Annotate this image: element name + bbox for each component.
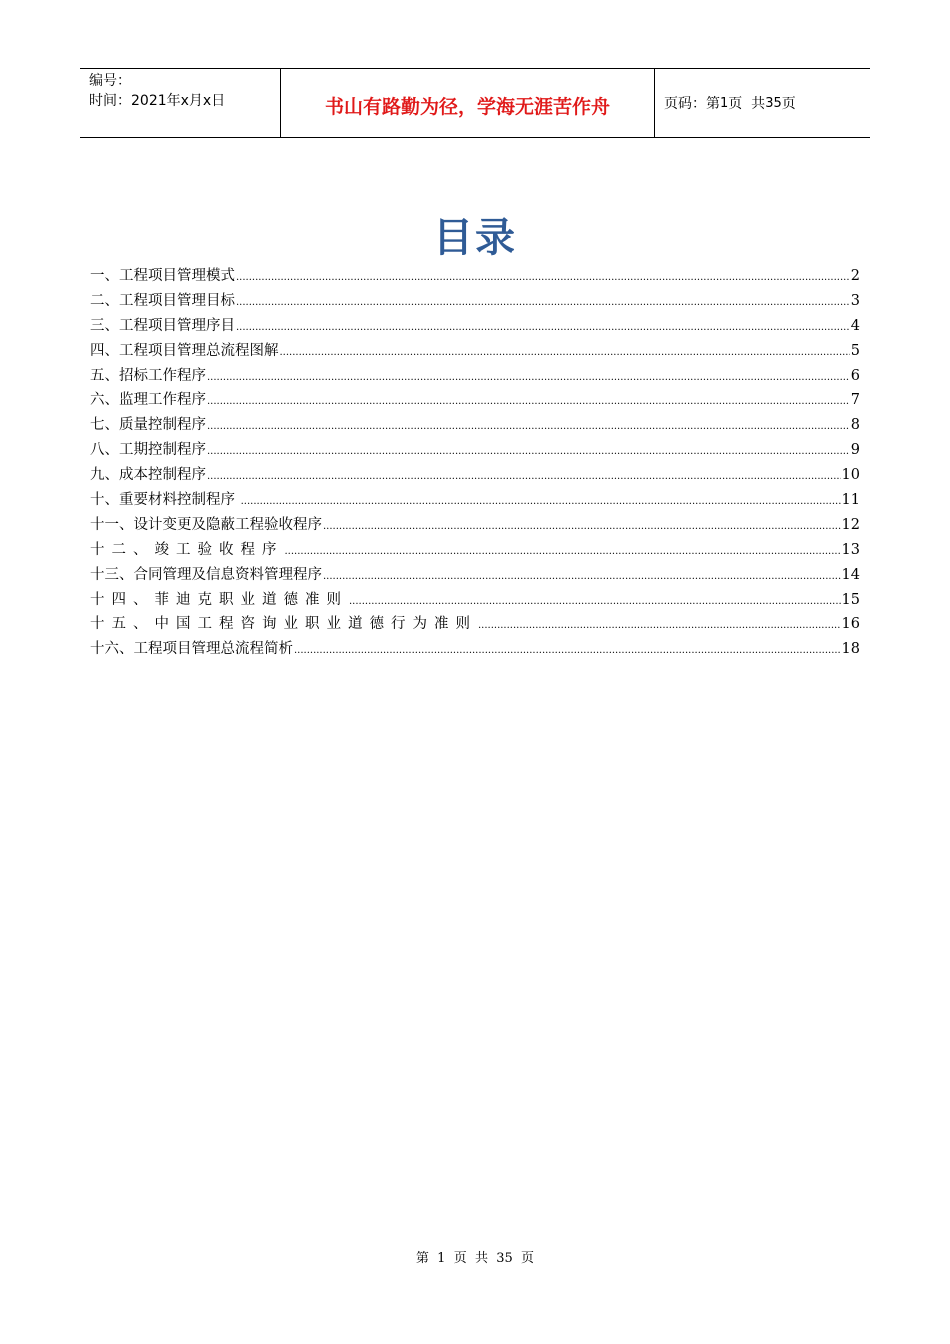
toc-entry[interactable] [90,637,860,662]
toc-entry-label: 十四、菲迪克职业道德准则 [90,591,348,608]
toc-entry-label: 五、招标工作程序 [90,367,206,384]
toc-leader [285,546,841,557]
toc-entry[interactable] [90,538,860,563]
time-label: 时间：2021年x月x日 [89,93,226,109]
toc-leader [236,322,850,333]
toc-leader [323,571,841,582]
motto-cell [281,69,655,137]
page-mid: 页 共 [728,96,766,112]
motto-text: 书山有路勤为径，学海无涯苦作舟 [324,95,610,118]
toc-entry-page: 2 [850,268,860,284]
toc-entry-label: 三、工程项目管理序目 [90,317,235,334]
toc-entry[interactable] [90,388,860,413]
toc-entry-page: 14 [841,566,860,583]
toc-leader [207,372,850,383]
toc-leader [280,347,850,358]
toc-entry-label: 十六、工程项目管理总流程简析 [90,641,293,658]
toc-leader [236,272,850,283]
toc-entry-page: 13 [841,541,860,558]
toc-list [90,264,860,662]
toc-entry[interactable] [90,588,860,613]
toc-entry-label: 一、工程项目管理模式 [90,268,235,284]
toc-entry-page: 5 [850,342,860,359]
number-label: 编号： [89,73,131,89]
toc-entry-label: 十一、设计变更及隐蔽工程验收程序 [90,516,322,533]
toc-entry-page: 12 [841,516,860,533]
toc-entry-page: 6 [850,367,860,384]
toc-entry-page: 10 [841,467,860,484]
toc-leader [349,596,841,607]
toc-leader [207,396,850,407]
toc-entry-label: 十三、合同管理及信息资料管理程序 [90,566,322,583]
toc-entry-label: 四、工程项目管理总流程图解 [90,342,279,359]
toc-entry[interactable] [90,612,860,637]
toc-leader [323,521,841,532]
toc-leader [478,620,841,631]
toc-leader [236,297,850,308]
toc-entry-label: 六、监理工作程序 [90,392,206,409]
toc-entry-page: 4 [850,317,860,334]
toc-entry[interactable] [90,264,860,289]
toc-entry-page: 16 [841,616,860,633]
toc-entry-label: 七、质量控制程序 [90,417,206,434]
footer-page-text: 第 1 页 共 35 页 [415,1251,535,1266]
page-number-cell [655,69,870,137]
toc-entry-page: 18 [841,641,860,658]
toc-leader [207,446,850,457]
toc-entry[interactable] [90,563,860,588]
toc-entry[interactable] [90,413,860,438]
page-footer [0,1247,950,1266]
toc-entry[interactable] [90,339,860,364]
toc-entry-page: 7 [850,392,860,409]
page-current: 1 [720,95,729,111]
toc-entry[interactable] [90,488,860,513]
toc-entry-page: 11 [841,492,860,509]
toc-entry-label: 十五、中国工程咨询业职业道德行为准则 [90,616,477,633]
toc-entry-label: 十二、竣工验收程序 [90,541,284,558]
toc-title: 目录 [433,215,517,261]
toc-entry-page: 8 [850,417,860,434]
toc-entry[interactable] [90,438,860,463]
toc-entry-label: 八、工期控制程序 [90,442,206,459]
toc-leader [207,471,841,482]
toc-leader [241,496,841,507]
toc-entry-label: 九、成本控制程序 [90,467,206,484]
toc-entry[interactable] [90,463,860,488]
page-total: 35 [765,95,782,111]
toc-entry-page: 15 [841,591,860,608]
toc-leader [294,645,841,656]
toc-entry-page: 3 [850,292,860,309]
toc-entry[interactable] [90,314,860,339]
toc-entry-page: 9 [850,442,860,459]
page-suffix: 页 [781,96,796,112]
toc-entry-label: 十、重要材料控制程序 [90,492,240,509]
toc-entry[interactable] [90,364,860,389]
page-prefix: 页码：第 [664,96,720,112]
header-table [80,68,870,138]
toc-entry-label: 二、工程项目管理目标 [90,292,235,309]
header-info-cell [80,69,281,137]
toc-leader [207,421,850,432]
toc-entry[interactable] [90,289,860,314]
toc-entry[interactable] [90,513,860,538]
